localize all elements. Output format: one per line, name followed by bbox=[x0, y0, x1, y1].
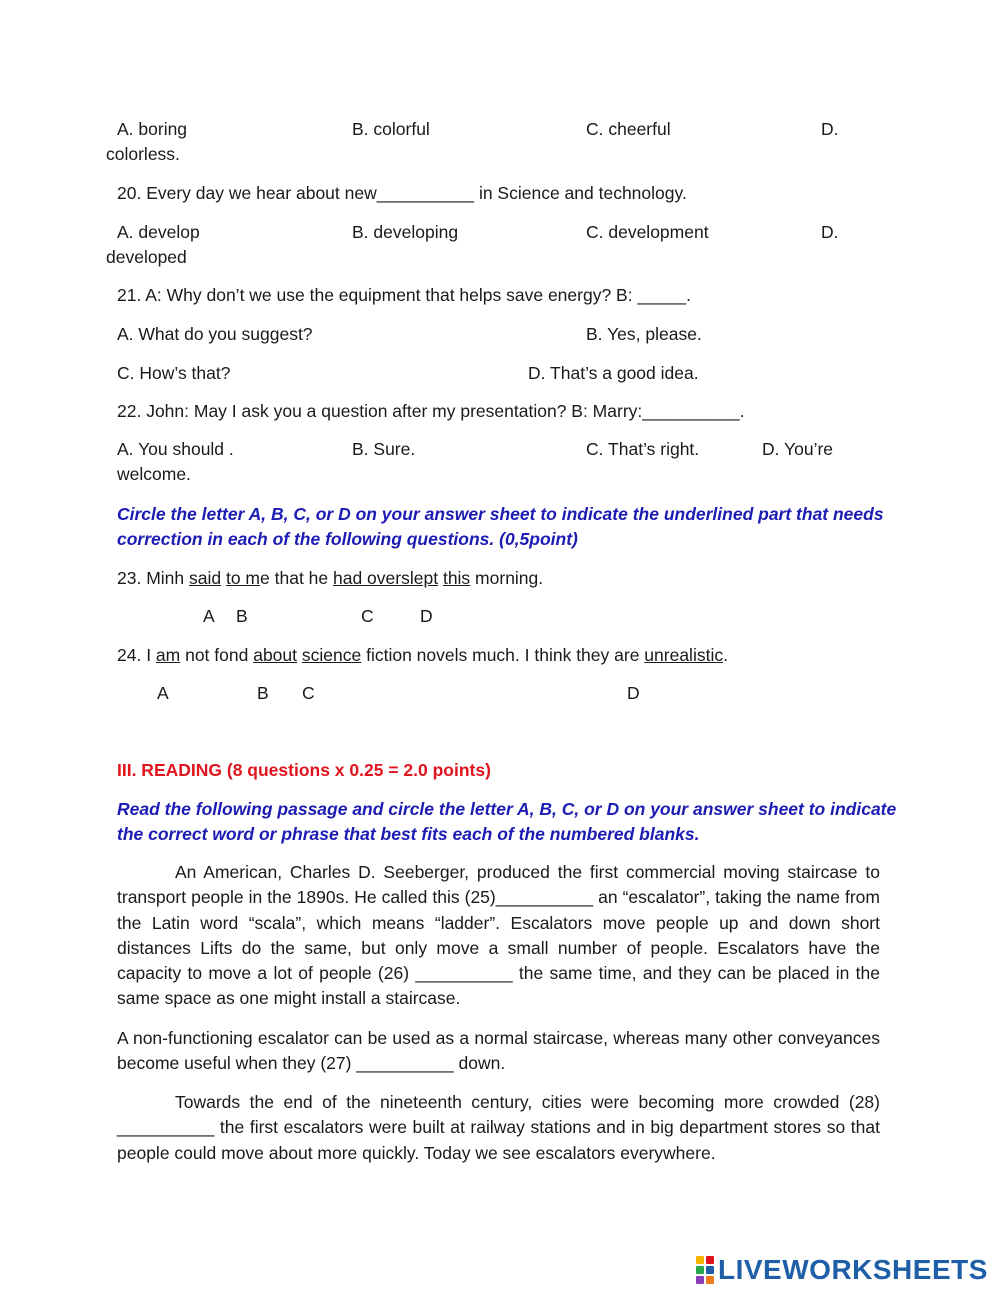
q22-stem-post: . bbox=[739, 401, 745, 421]
passage-paragraph-1 bbox=[117, 860, 880, 1012]
q23-text: e that he bbox=[260, 568, 333, 588]
passage-paragraph-3-text: Towards the end of the nineteenth century, cities were becoming more crowded (28) __________ the first escalators were built at railway stations and in big department stores so that people could move about more quickly. Today we see escalators everywhere. bbox=[117, 1092, 880, 1163]
q23-underline-d[interactable]: this bbox=[442, 568, 471, 588]
q19-option-d[interactable]: D. bbox=[821, 119, 839, 139]
q23-label-b: B bbox=[236, 606, 248, 626]
q23-underline-c[interactable]: had overslept bbox=[333, 568, 439, 588]
reading-instruction-line2: the correct word or phrase that best fits each of the numbered blanks. bbox=[117, 824, 700, 844]
q20-stem bbox=[117, 181, 687, 205]
q22-option-b[interactable]: B. Sure. bbox=[352, 439, 416, 459]
error-instruction-line2: correction in each of the following questions. (0,5point) bbox=[117, 529, 578, 549]
q19-option-d-continuation: colorless. bbox=[106, 144, 180, 164]
q20-stem-post: in Science and technology. bbox=[474, 183, 687, 203]
passage-paragraph-3 bbox=[117, 1090, 880, 1166]
q20-option-d[interactable]: D. bbox=[821, 222, 839, 242]
liveworksheets-logo bbox=[696, 1253, 988, 1287]
q24-underline-d[interactable]: unrealistic bbox=[644, 645, 724, 665]
q20-option-c[interactable]: C. development bbox=[586, 222, 709, 242]
q20-stem-pre: 20. Every day we hear about new bbox=[117, 183, 377, 203]
liveworksheets-logo-text: LIVEWORKSHEETS bbox=[718, 1254, 988, 1285]
q24-label-c: C bbox=[302, 683, 315, 703]
q20-option-d-continuation: developed bbox=[106, 247, 187, 267]
q21-option-a[interactable]: A. What do you suggest? bbox=[117, 324, 313, 344]
q22-stem-pre: 22. John: May I ask you a question after my presentation? B: Marry: bbox=[117, 401, 643, 421]
q24-text: 24. I bbox=[117, 645, 156, 665]
reading-instruction-line1: Read the following passage and circle the letter A, B, C, or D on your answer sheet to indicate bbox=[117, 799, 897, 819]
q20-option-a[interactable]: A. develop bbox=[117, 222, 200, 242]
q24-sentence bbox=[117, 643, 728, 667]
q24-label-a: A bbox=[157, 683, 169, 703]
q23-label-a: A bbox=[203, 606, 215, 626]
passage-paragraph-1-text: An American, Charles D. Seeberger, produced the first commercial moving staircase to transport people in the 1890s. He called this (25)__________ an “escalator”, taking the name from the Latin word “scala”, which means “ladder”. Escalators move people up and down short distances Lifts do the same, but only move a small number of people. Escalators have the capacity to move a lot of people (26) __________ the same time, and they can be placed in the same space as one might install a staircase. bbox=[117, 862, 880, 1009]
reading-section-heading: III. READING (8 questions x 0.25 = 2.0 points) bbox=[117, 760, 491, 780]
q21-option-d[interactable]: D. That’s a good idea. bbox=[528, 363, 699, 383]
q23-label-c: C bbox=[361, 606, 374, 626]
q22-option-d-continuation: welcome. bbox=[117, 464, 191, 484]
q21-option-b[interactable]: B. Yes, please. bbox=[586, 324, 702, 344]
q24-text: . bbox=[723, 645, 728, 665]
q24-text: fiction novels much. I think they are bbox=[361, 645, 645, 665]
q23-underline-b[interactable]: to m bbox=[225, 568, 261, 588]
q19-option-b[interactable]: B. colorful bbox=[352, 119, 430, 139]
q23-label-d: D bbox=[420, 606, 433, 626]
passage-paragraph-2: A non-functioning escalator can be used as a normal staircase, whereas many other conveyances become useful when they (27) __________ down. bbox=[117, 1028, 880, 1074]
q22-option-d[interactable]: D. You’re bbox=[762, 439, 834, 459]
q22-option-a[interactable]: A. You should . bbox=[117, 439, 234, 459]
q21-stem: 21. A: Why don’t we use the equipment that helps save energy? B: _____. bbox=[117, 285, 691, 305]
error-instruction-line1: Circle the letter A, B, C, or D on your answer sheet to indicate the underlined part that needs bbox=[117, 504, 884, 524]
q20-blank: __________ bbox=[376, 183, 475, 203]
q24-underline-c[interactable]: science bbox=[301, 645, 362, 665]
q22-option-c[interactable]: C. That’s right. bbox=[586, 439, 700, 459]
q23-sentence bbox=[117, 566, 543, 590]
q19-option-a[interactable]: A. boring bbox=[117, 119, 188, 139]
q24-label-d: D bbox=[627, 683, 640, 703]
q22-blank: __________ bbox=[642, 401, 740, 421]
q21-option-c[interactable]: C. How’s that? bbox=[117, 363, 231, 383]
q20-option-b[interactable]: B. developing bbox=[352, 222, 459, 242]
q19-option-c[interactable]: C. cheerful bbox=[586, 119, 671, 139]
q23-text: 23. Minh bbox=[117, 568, 189, 588]
q24-label-b: B bbox=[257, 683, 269, 703]
q24-text: not fond bbox=[180, 645, 254, 665]
q24-underline-a[interactable]: am bbox=[155, 645, 181, 665]
q23-text: morning. bbox=[470, 568, 544, 588]
q24-underline-b[interactable]: about bbox=[253, 645, 298, 665]
q22-stem bbox=[117, 399, 744, 423]
q23-underline-a[interactable]: said bbox=[188, 568, 222, 588]
liveworksheets-logo-icon bbox=[696, 1256, 714, 1284]
